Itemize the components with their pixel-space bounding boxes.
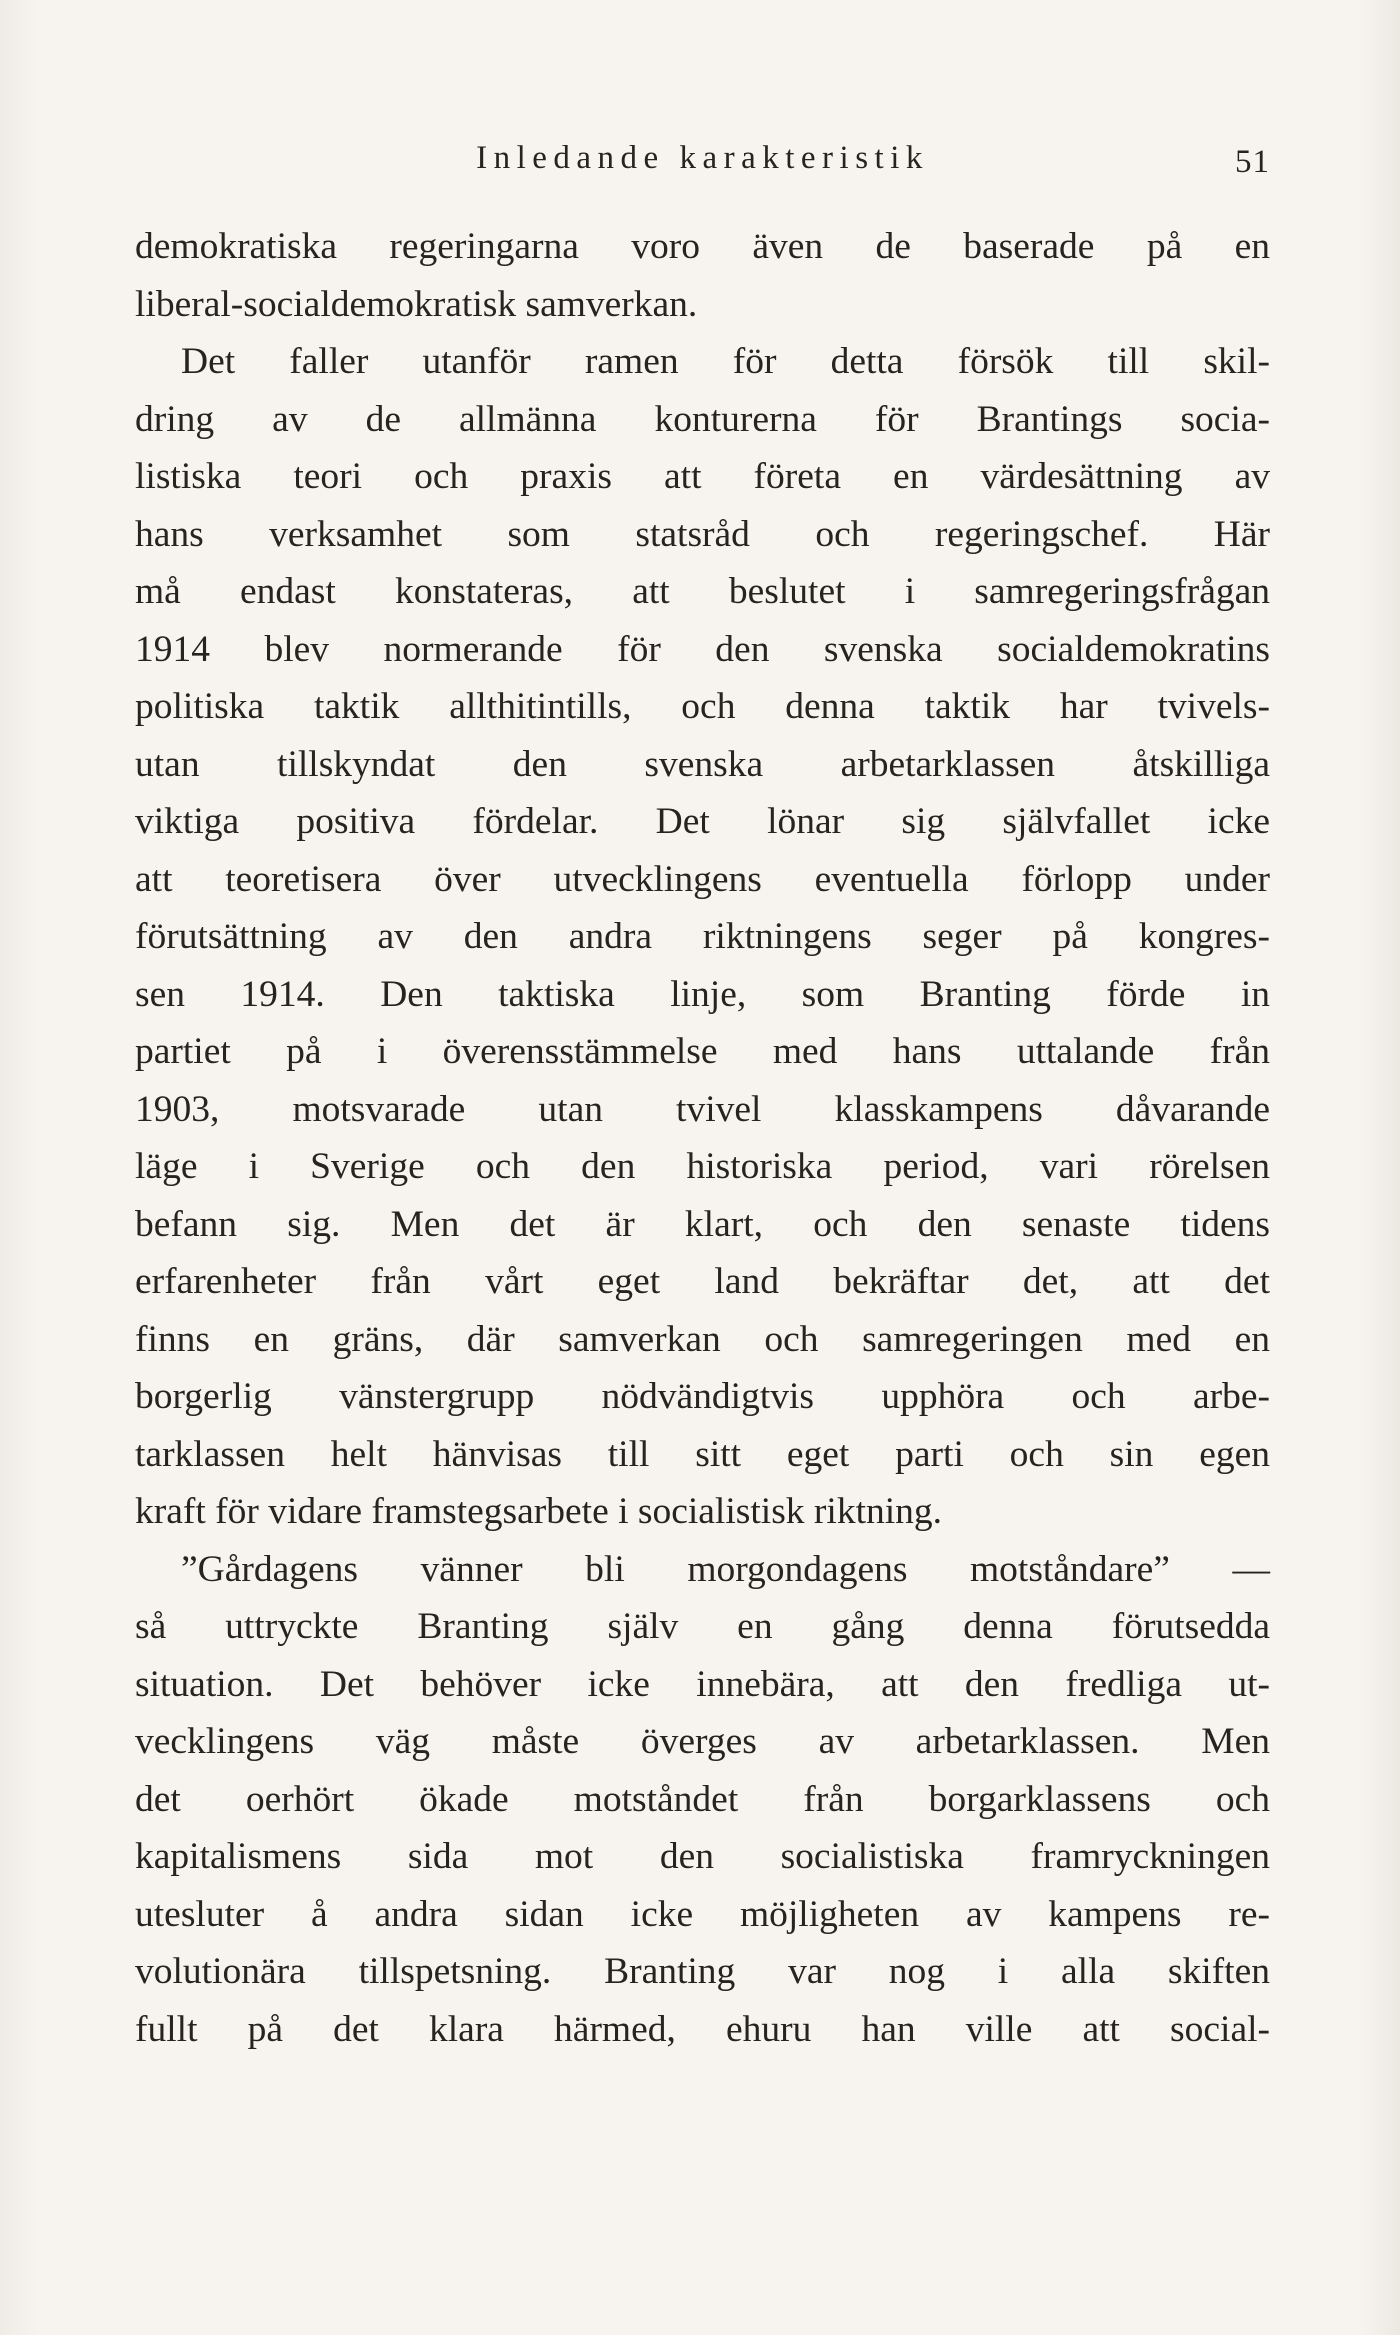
running-title: Inledande karakteristik [476,140,929,176]
text-line: utan tillskyndat den svenska arbetarklassen åtskilliga [135,743,1270,785]
text-line: att teoretisera över utvecklingens eventuella förlopp under [135,858,1270,900]
text-line: dring av de allmänna konturerna för Brantings socia- [135,398,1270,440]
running-head [135,140,1270,190]
text-line: Det faller utanför ramen för detta försök till skil- [181,341,1270,382]
body-text [135,218,1270,2058]
text-line: det oerhört ökade motståndet från borgarklassens och [135,1778,1270,1820]
text-line: läge i Sverige och den historiska period, vari rörelsen [135,1146,1270,1187]
text-line: ”Gårdagens vänner bli morgondagens motståndare” — [181,1548,1270,1590]
text-line: viktiga positiva fördelar. Det lönar sig självfallet icke [135,801,1270,842]
text-line: utesluter å andra sidan icke möjligheten av kampens re- [135,1893,1270,1935]
text-line: sen 1914. Den taktiska linje, som Branting förde in [135,973,1270,1015]
text-line: demokratiska regeringarna voro även de baserade på en [135,226,1270,267]
text-line: så uttryckte Branting själv en gång denna förutsedda [135,1606,1270,1647]
text-line: volutionära tillspetsning. Branting var nog i alla skiften [135,1951,1270,1992]
text-line: liberal-socialdemokratisk samverkan. [135,283,698,325]
page-number: 51 [1235,144,1270,180]
text-line: 1903, motsvarade utan tvivel klasskampens dåvarande [135,1088,1270,1130]
text-line: situation. Det behöver icke innebära, att den fredliga ut- [135,1663,1270,1705]
text-line: vecklingens väg måste överges av arbetarklassen. Men [135,1721,1270,1762]
text-line: kraft för vidare framstegsarbete i socialistisk riktning. [135,1491,943,1532]
text-line: politiska taktik allthitintills, och denna taktik har tvivels- [135,686,1270,727]
text-line: listiska teori och praxis att företa en värdesättning av [135,456,1270,497]
text-line: förutsättning av den andra riktningens seger på kongres- [135,916,1270,957]
text-line: erfarenheter från vårt eget land bekräftar det, att det [135,1261,1270,1302]
text-line: 1914 blev normerande för den svenska socialdemokratins [135,628,1270,670]
text-line: finns en gräns, där samverkan och samregeringen med en [135,1318,1270,1360]
text-line: hans verksamhet som statsråd och regeringschef. Här [135,513,1270,555]
text-line: befann sig. Men det är klart, och den senaste tidens [135,1203,1270,1245]
text-line: partiet på i överensstämmelse med hans uttalande från [135,1031,1270,1072]
text-line: tarklassen helt hänvisas till sitt eget parti och sin egen [135,1433,1270,1475]
text-line: må endast konstateras, att beslutet i samregeringsfrågan [135,571,1270,612]
text-line: fullt på det klara härmed, ehuru han ville att social- [135,2008,1270,2050]
text-line: kapitalismens sida mot den socialistiska framryckningen [135,1836,1270,1877]
text-line: borgerlig vänstergrupp nödvändigtvis upphöra och arbe- [135,1376,1270,1417]
